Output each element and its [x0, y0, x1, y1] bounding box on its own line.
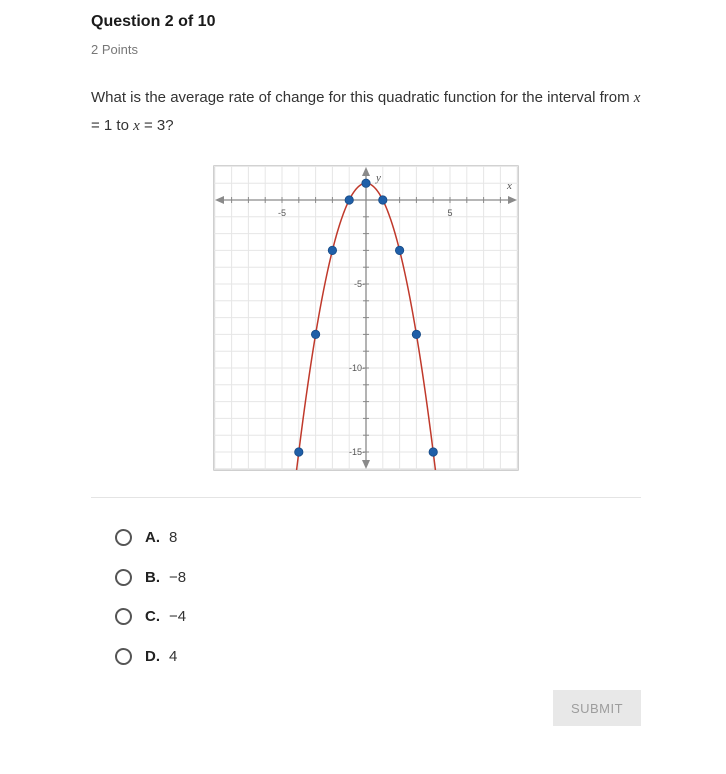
data-point [412, 330, 420, 338]
question-text [91, 84, 651, 140]
data-point [395, 246, 403, 254]
var-x-2: x [133, 118, 140, 134]
submit-button[interactable]: SUBMIT [553, 690, 641, 726]
x-axis-label: x [507, 180, 512, 192]
question-text-part1: What is the average rate of change for this quadratic function for the interval from [91, 89, 634, 106]
radio-c[interactable] [115, 608, 132, 625]
var-x-1: x [633, 90, 641, 106]
choice-c-letter: C. [145, 607, 160, 625]
question-title: Question 2 of 10 [91, 13, 216, 30]
question-text-eq1: = 1 to [91, 117, 134, 134]
data-point [429, 448, 437, 456]
data-point [295, 448, 303, 456]
choice-c[interactable] [115, 605, 186, 627]
radio-a[interactable] [115, 529, 132, 546]
choice-c-text: −4 [169, 607, 187, 625]
x-tick-label: -5 [277, 208, 287, 218]
data-point [362, 179, 370, 187]
radio-d[interactable] [115, 648, 132, 665]
y-tick-label: -5- [354, 279, 365, 289]
data-point [328, 246, 336, 254]
y-tick-label: -15- [348, 447, 365, 457]
y-tick-label: -10- [348, 363, 365, 373]
choice-d-letter: D. [145, 647, 160, 665]
choice-b-letter: B. [145, 568, 160, 586]
data-point [311, 330, 319, 338]
x-tick-label: 5 [447, 208, 453, 218]
y-axis-label: y [376, 172, 381, 184]
choice-b-text: −8 [169, 568, 187, 586]
choice-a-letter: A. [145, 528, 160, 546]
choice-d-text: 4 [169, 647, 178, 665]
question-points: 2 Points [91, 42, 138, 57]
choice-a-text: 8 [169, 528, 178, 546]
radio-b[interactable] [115, 569, 132, 586]
choice-b[interactable] [115, 566, 186, 588]
divider [91, 497, 641, 498]
data-point [345, 196, 353, 204]
data-point [379, 196, 387, 204]
quadratic-graph [213, 165, 519, 471]
choice-d[interactable] [115, 645, 177, 667]
choice-a[interactable] [115, 526, 177, 548]
question-text-eq2: = 3? [139, 117, 174, 134]
